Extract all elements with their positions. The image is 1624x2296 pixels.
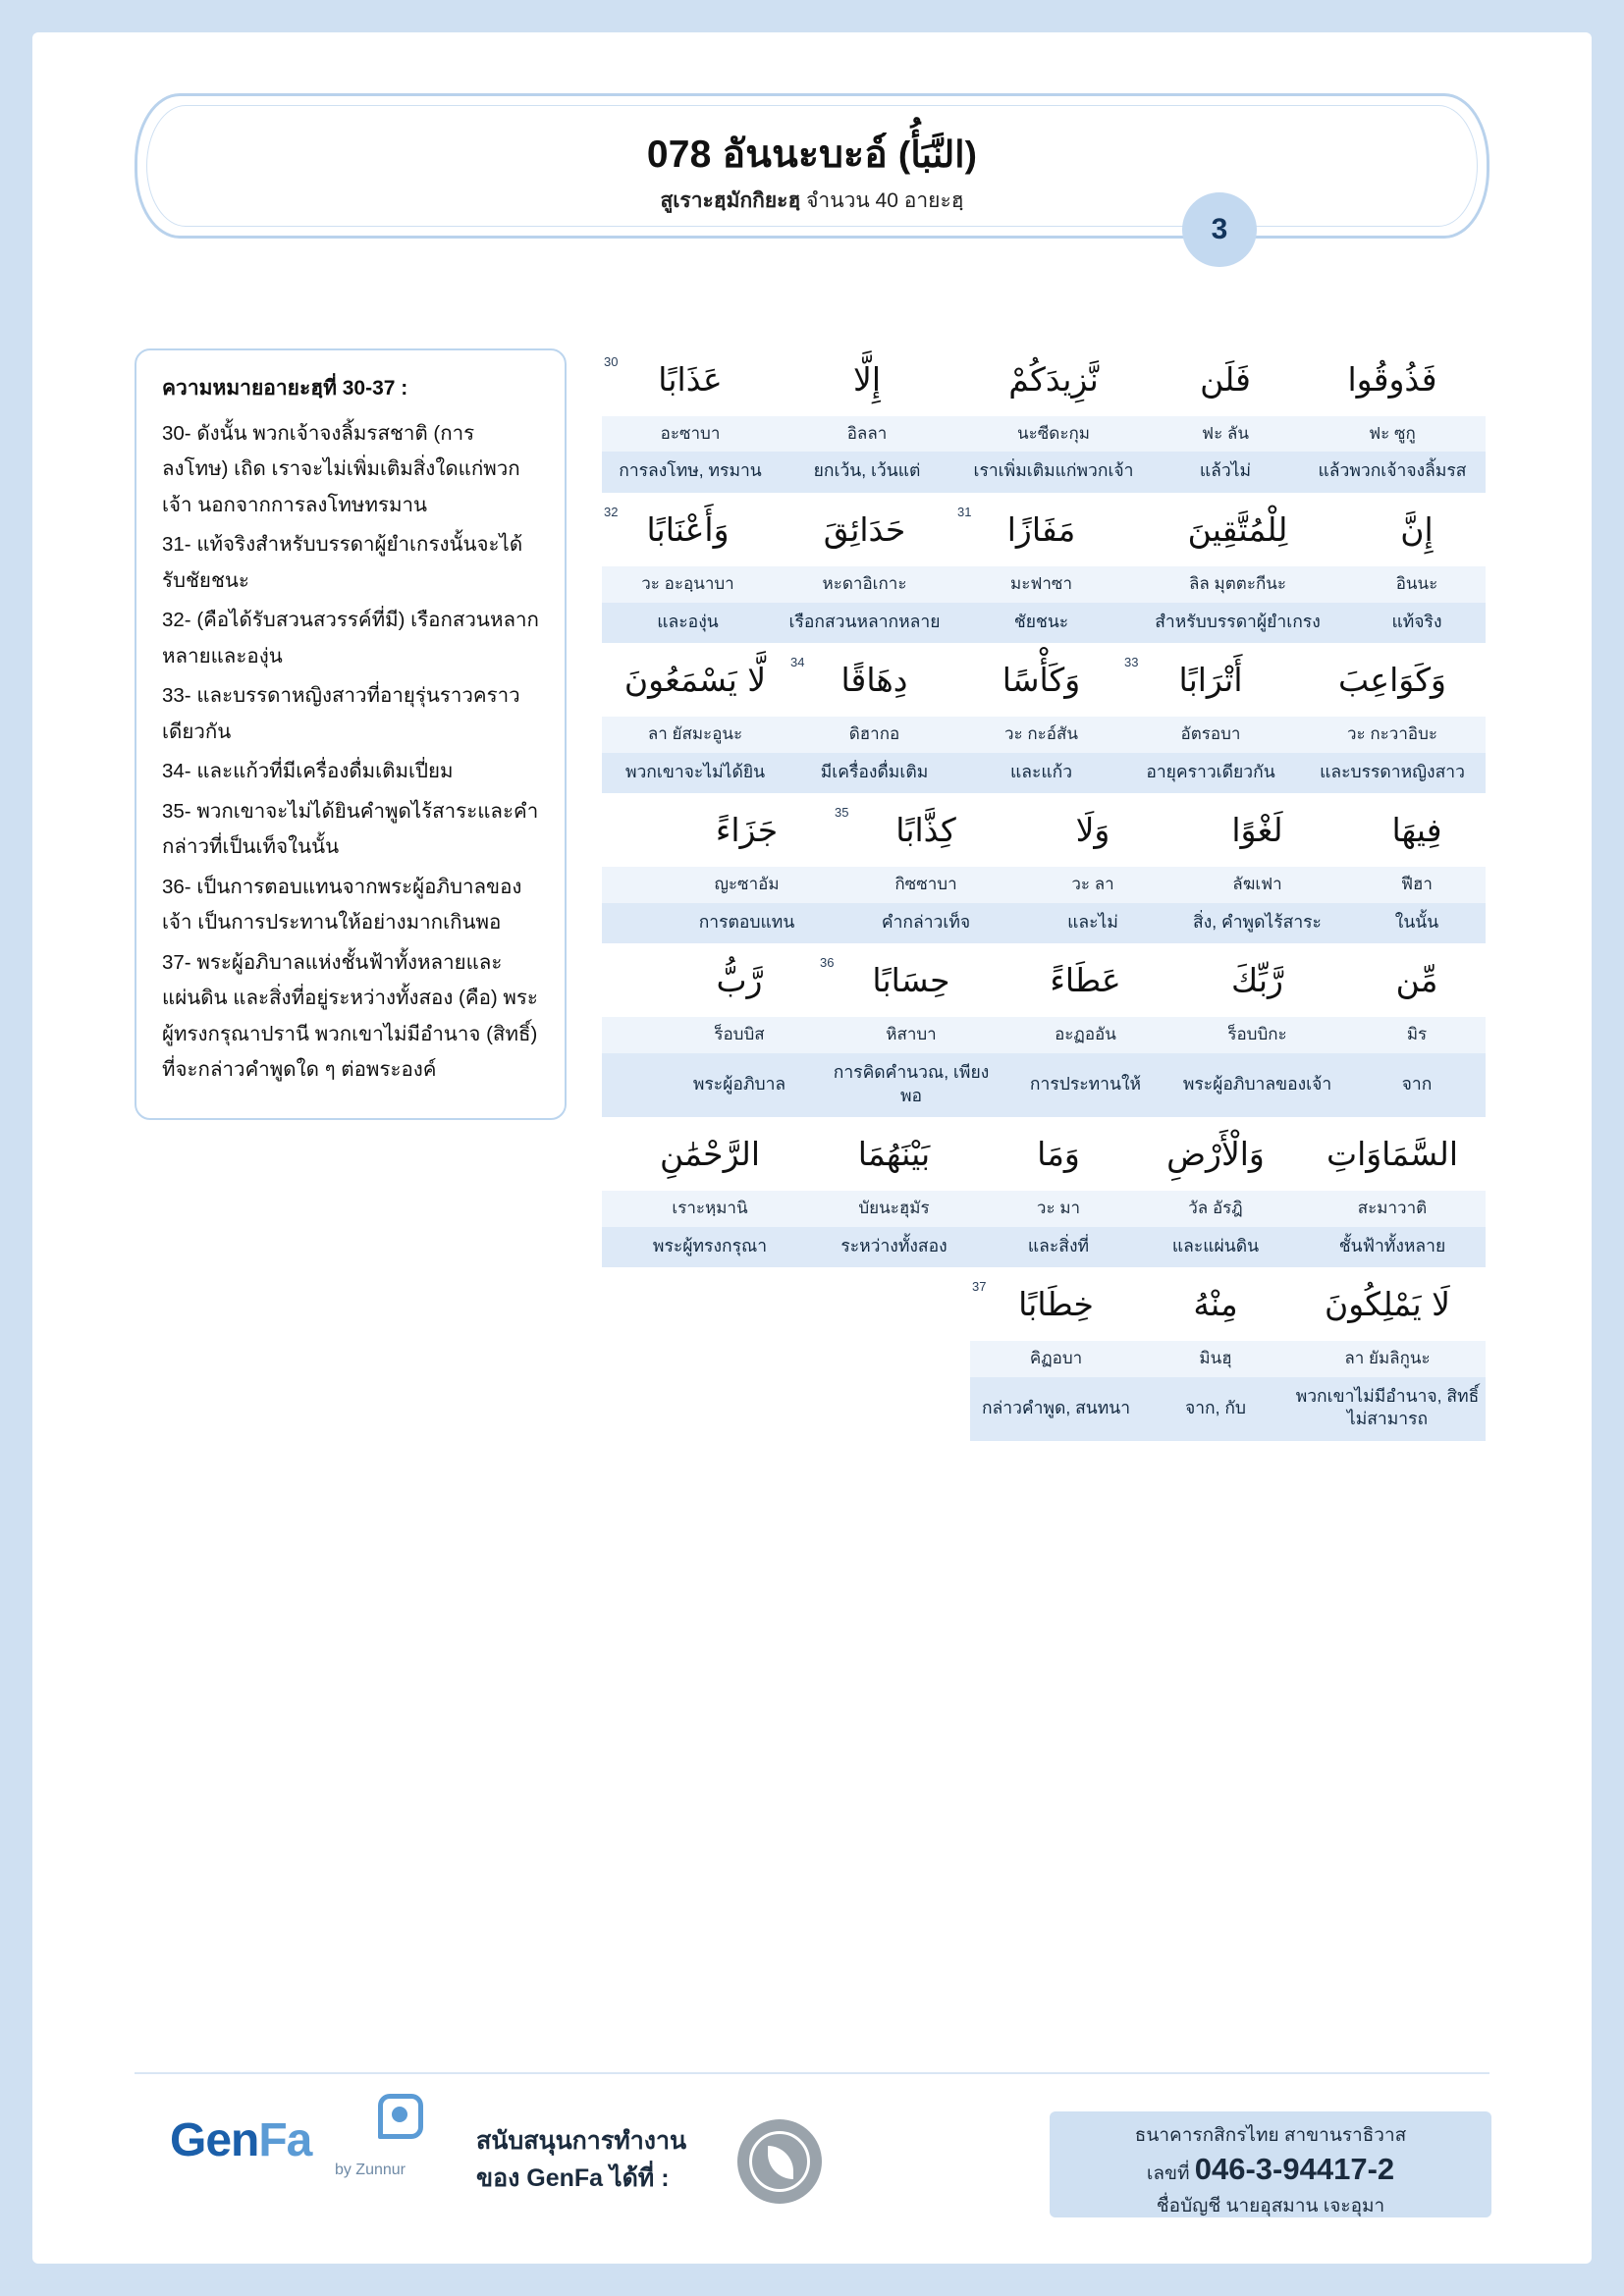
arabic-word: نَّزِيدَكُمْ (1008, 360, 1099, 399)
arabic-word-cell (1289, 1273, 1486, 1341)
arabic-word: حَدَائِقَ (823, 510, 906, 550)
arabic-word: وَمَا (1037, 1135, 1080, 1174)
verse-row (602, 649, 1486, 793)
support-line-1: สนับสนุนการทำงาน (476, 2127, 687, 2155)
transliteration-line (602, 566, 1486, 603)
transliteration-text: สะมาวาติ (1357, 1198, 1428, 1217)
arabic-word-cell (1142, 1273, 1289, 1341)
arabic-word: وَأَعْنَابًا (646, 510, 730, 550)
document-page (32, 32, 1592, 2264)
arabic-word-cell (602, 348, 779, 416)
arabic-word: خِطَابًا (1018, 1285, 1094, 1324)
arabic-word-cell (1299, 348, 1486, 416)
arabic-word-cell (1166, 799, 1348, 867)
meaning-panel-title: ความหมายอายะฮฺที่ 30-37 : (162, 377, 408, 400)
bank-account-label: เลขที่ (1146, 2163, 1190, 2184)
thai-meaning-line (602, 753, 1486, 794)
arabic-line (602, 499, 1486, 566)
arabic-word: وَكَوَاعِبَ (1338, 661, 1446, 700)
arabic-word-cell (960, 649, 1122, 717)
thai-meaning-text: และแผ่นดิน (1171, 1235, 1260, 1255)
arabic-word-cell (602, 499, 774, 566)
transliteration-text: วะ กะอ์สัน (1003, 723, 1079, 743)
transliteration-text: อิลลา (846, 423, 888, 443)
arabic-word-cell (788, 649, 960, 717)
arabic-word-cell (1348, 799, 1486, 867)
genfa-logo (170, 2113, 406, 2179)
arabic-word-cell (1004, 949, 1166, 1017)
meaning-paragraph: 30- ดังนั้น พวกเจ้าจงลิ้มรสชาติ (การลงโทษ) เถิด เราจะไม่เพิ่มเติมสิ่งใดแก่พวกเจ้า นอกจากการลงโทษทรมาน (162, 422, 520, 516)
surah-subtitle (137, 185, 1487, 217)
meaning-paragraph: 36- เป็นการตอบแทนจากพระผู้อภิบาลของเจ้า เป็นการประทานให้อย่างมากเกินพอ (162, 875, 522, 934)
arabic-word-cell (779, 348, 955, 416)
surah-title-arabic: (النَّبَأُ) (897, 134, 978, 175)
seal-inner-ring (749, 2131, 810, 2192)
arabic-word: دِهَاقًا (840, 661, 908, 700)
transliteration-text: มะฟาซา (1009, 573, 1072, 593)
verse-row (602, 499, 1486, 643)
ayah-number: 36 (820, 955, 835, 971)
meaning-paragraph: 35- พวกเขาจะไม่ได้ยินคำพูดไร้สาระและคำกล่าวที่เป็นเท็จในนั้น (162, 799, 539, 859)
transliteration-text: วะ อะอฺนาบา (641, 573, 734, 593)
thai-meaning-text: สิ่ง, คำพูดไร้สาระ (1193, 911, 1322, 932)
arabic-word-cell (985, 1123, 1132, 1191)
arabic-word-cell (1132, 1123, 1299, 1191)
arabic-word: لَغْوًا (1231, 811, 1283, 850)
transliteration-text: กิซซาบา (894, 874, 957, 893)
arabic-word: فَذُوقُوا (1347, 360, 1437, 399)
transliteration-line (602, 717, 1486, 753)
bank-account-owner: ชื่อบัญชี นายอุสมาน เจะอุมา (1156, 2196, 1385, 2216)
page-title (137, 124, 1487, 185)
bank-name: ธนาคารกสิกรไทย สาขานราธิวาส (1134, 2125, 1407, 2146)
ayah-number: 34 (790, 655, 805, 670)
transliteration-text: อะซาบา (660, 423, 721, 443)
thai-meaning-text: พวกเขาไม่มีอำนาจ, สิทธิ์ ไม่สามารถ (1295, 1385, 1480, 1429)
organization-seal-icon (737, 2119, 822, 2204)
meaning-paragraph: 32- (คือได้รับสวนสวรรค์ที่มี) เรือกสวนหลากหลายและองุ่น (162, 609, 539, 667)
transliteration-text: บัยนะฮุมัร (858, 1198, 930, 1217)
arabic-word-cell (1019, 799, 1166, 867)
transliteration-text: ร็อบบิกะ (1227, 1024, 1287, 1043)
arabic-word: رَّبِّكَ (1231, 961, 1283, 1000)
thai-meaning-text: ชัยชนะ (1013, 611, 1069, 631)
arabic-word: فِيهَا (1391, 811, 1442, 850)
bank-details (1050, 2111, 1491, 2217)
arabic-word-cell (661, 949, 818, 1017)
transliteration-text: อัตรอบา (1180, 723, 1241, 743)
thai-meaning-text: พระผู้ทรงกรุณา (652, 1235, 768, 1255)
thai-meaning-line (970, 1377, 1486, 1441)
arabic-word: بَيْنَهُمَا (857, 1135, 931, 1174)
meaning-paragraph: 31- แท้จริงสำหรับบรรดาผู้ยำเกรงนั้นจะได้รับชัยชนะ (162, 533, 523, 592)
thai-meaning-text: การลงโทษ, ทรมาน (619, 460, 762, 481)
transliteration-text: วะ มา (1036, 1198, 1081, 1217)
transliteration-text: หะดาอิเกาะ (822, 573, 907, 593)
arabic-line (602, 1123, 1486, 1191)
arabic-word: رَّبُّ (716, 961, 763, 1000)
thai-meaning-text: แล้วพวกเจ้าจงลิ้มรส (1318, 460, 1467, 481)
thai-meaning-text: พระผู้อภิบาล (692, 1073, 786, 1094)
arabic-word-cell (955, 499, 1127, 566)
thai-meaning-text: แล้วไม่ (1199, 460, 1252, 481)
transliteration-line (602, 416, 1486, 453)
arabic-word-cell (661, 799, 833, 867)
thai-meaning-text: พระผู้อภิบาลของเจ้า (1182, 1073, 1332, 1094)
thai-meaning-text: มีเครื่องดื่มเติม (820, 761, 929, 781)
meaning-panel-body (162, 416, 539, 1089)
transliteration-text: อินนะ (1395, 573, 1438, 593)
arabic-word-cell (970, 1273, 1142, 1341)
ayah-number: 30 (604, 354, 619, 369)
arabic-word-cell (602, 649, 788, 717)
thai-meaning-text: แท้จริง (1391, 611, 1442, 631)
thai-meaning-line (602, 903, 1486, 944)
page-number-badge: 3 (1182, 192, 1257, 267)
thai-meaning-text: และไม่ (1067, 911, 1118, 932)
leaf-icon (768, 2146, 793, 2179)
arabic-word: مِّن (1395, 961, 1438, 1000)
arabic-line (602, 348, 1486, 416)
thai-meaning-text: คำกล่าวเท็จ (881, 911, 971, 932)
ayah-number: 32 (604, 505, 619, 520)
thai-meaning-text: เราเพิ่มเติมแก่พวกเจ้า (973, 460, 1134, 481)
thai-meaning-text: ในนั้น (1394, 911, 1439, 932)
verse-row (602, 949, 1486, 1117)
arabic-word-cell (1348, 949, 1486, 1017)
arabic-word-cell (1348, 499, 1486, 566)
arabic-word: جَزَاءً (715, 811, 779, 850)
thai-meaning-text: อายุคราวเดียวกัน (1146, 761, 1275, 781)
thai-meaning-line (602, 1053, 1486, 1117)
transliteration-text: ฟะ ลัน (1202, 423, 1249, 443)
arabic-word: إِنَّ (1400, 510, 1434, 550)
thai-meaning-text: พวกเขาจะไม่ได้ยิน (624, 761, 766, 781)
logo-gen-text: Gen (170, 2114, 259, 2166)
arabic-word: مِنْهُ (1193, 1285, 1238, 1324)
arabic-word: فَلَن (1200, 360, 1251, 399)
thai-meaning-text: การตอบแทน (698, 911, 795, 932)
arabic-word: وَالْأَرْضِ (1166, 1135, 1265, 1174)
transliteration-text: เราะหฺมานิ (672, 1198, 748, 1217)
arabic-word-cell (1166, 949, 1348, 1017)
thai-meaning-text: สำหรับบรรดาผู้ยำเกรง (1155, 611, 1321, 631)
verse-table (602, 348, 1486, 1447)
transliteration-text: ลา ยัสมะอูนะ (647, 723, 743, 743)
verse-row (970, 1273, 1486, 1441)
transliteration-text: วะ ลา (1071, 874, 1114, 893)
surah-type-label: สูเราะฮฺมักกิยะฮฺ (660, 189, 801, 212)
footer-divider (135, 2072, 1489, 2074)
arabic-word: لَا يَمْلِكُونَ (1324, 1285, 1450, 1324)
ayah-number: 37 (972, 1279, 987, 1295)
arabic-word: أَتْرَابًا (1178, 661, 1243, 700)
thai-meaning-line (602, 603, 1486, 644)
arabic-word-cell (818, 949, 1004, 1017)
thai-meaning-text: การคิดคำนวณ, เพียงพอ (833, 1061, 990, 1105)
ayah-number: 33 (1124, 655, 1139, 670)
arabic-word-cell (1152, 348, 1299, 416)
logo-wordmark (170, 2113, 406, 2167)
arabic-line (602, 799, 1486, 867)
transliteration-text: นะซีดะกุม (1017, 423, 1090, 443)
thai-meaning-text: และบรรดาหญิงสาว (1320, 761, 1465, 781)
transliteration-line (602, 1191, 1486, 1227)
logo-fa-text: Fa (258, 2114, 312, 2166)
arabic-line (602, 949, 1486, 1017)
arabic-word: لِلْمُتَّقِينَ (1187, 510, 1288, 550)
thai-meaning-text: และแก้ว (1009, 761, 1073, 781)
transliteration-text: มินฮุ (1199, 1348, 1232, 1367)
ayah-number: 35 (835, 805, 849, 821)
arabic-word: الرَّحْمَٰنِ (659, 1135, 761, 1174)
arabic-line (602, 649, 1486, 717)
meaning-paragraph: 37- พระผู้อภิบาลแห่งชั้นฟ้าทั้งหลายและแผ่นดิน และสิ่งที่อยู่ระหว่างทั้งสอง (คือ) พระผู้ทรงกรุณาปรานี พวกเขาไม่มีอำนาจ (สิทธิ์) ที่จะกล่าวคำพูดใด ๆ ต่อพระองค์ (162, 950, 538, 1082)
thai-meaning-line (602, 1227, 1486, 1268)
transliteration-text: ฟะ ซูกู (1369, 423, 1416, 443)
arabic-word: وَكَأْسًا (1001, 661, 1081, 700)
arabic-word: عَذَابًا (658, 360, 723, 399)
support-message (476, 2123, 686, 2197)
bank-account-line (1050, 2152, 1491, 2188)
transliteration-text: วัล อัรฎิ (1188, 1198, 1243, 1217)
transliteration-text: ฟีฮา (1401, 874, 1433, 893)
transliteration-text: ญะซาอัม (714, 874, 780, 893)
verse-row (602, 799, 1486, 943)
transliteration-text: ลา ยัมลิกูนะ (1344, 1348, 1431, 1367)
arabic-word: عَطَاءً (1050, 961, 1121, 1000)
transliteration-text: ดิฮากอ (848, 723, 900, 743)
thai-meaning-text: ชั้นฟ้าทั้งหลาย (1338, 1235, 1446, 1255)
arabic-line (970, 1273, 1486, 1341)
arabic-word: وَلَا (1075, 811, 1110, 850)
thai-meaning-text: ยกเว้น, เว้นแต่ (813, 460, 921, 481)
transliteration-text: ลิล มุตตะกีนะ (1188, 573, 1287, 593)
transliteration-text: มิร (1406, 1024, 1428, 1043)
surah-title-thai: 078 อันนะบะอ์ (646, 133, 888, 176)
thai-meaning-text: จาก (1401, 1073, 1433, 1094)
arabic-word-cell (617, 1123, 803, 1191)
thai-meaning-text: และองุ่น (657, 611, 719, 631)
arabic-word: لَّا يَسْمَعُونَ (623, 661, 767, 700)
logo-mark-icon (378, 2094, 423, 2139)
transliteration-text: ลัฆเฟา (1232, 874, 1282, 893)
arabic-word-cell (955, 348, 1152, 416)
arabic-word: إِلَّا (853, 360, 881, 399)
arabic-word-cell (1122, 649, 1299, 717)
arabic-word-cell (1299, 1123, 1486, 1191)
ayah-number: 31 (957, 505, 972, 520)
surah-ayah-count: จำนวน 40 อายะฮฺ (806, 189, 964, 212)
header-frame (135, 93, 1489, 245)
transliteration-text: วะ กะวาอิบะ (1346, 723, 1438, 743)
thai-meaning-text: จาก, กับ (1184, 1397, 1247, 1417)
transliteration-line (602, 867, 1486, 903)
thai-meaning-line (602, 452, 1486, 493)
transliteration-line (602, 1017, 1486, 1053)
thai-meaning-text: การประทานให้ (1029, 1073, 1142, 1094)
arabic-word-cell (803, 1123, 985, 1191)
verse-row (602, 1123, 1486, 1267)
support-line-2: ของ GenFa ได้ที่ : (476, 2163, 670, 2192)
transliteration-line (970, 1341, 1486, 1377)
thai-meaning-text: ระหว่างทั้งสอง (840, 1235, 947, 1255)
bank-account-number: 046-3-94417-2 (1194, 2152, 1395, 2186)
transliteration-text: อะฏออัน (1055, 1024, 1116, 1043)
transliteration-text: ร็อบบิส (714, 1024, 765, 1043)
transliteration-text: คิฏอบา (1029, 1348, 1083, 1367)
arabic-word-cell (1127, 499, 1348, 566)
thai-meaning-text: และสิ่งที่ (1027, 1235, 1090, 1255)
meaning-paragraph: 33- และบรรดาหญิงสาวที่อายุรุ่นราวคราวเดียวกัน (162, 684, 520, 743)
arabic-word-cell (1299, 649, 1486, 717)
thai-meaning-text: กล่าวคำพูด, สนทนา (981, 1397, 1131, 1417)
arabic-word: مَفَازًا (1006, 510, 1076, 550)
arabic-word: كِذَّابًا (895, 811, 956, 850)
meaning-panel (135, 348, 567, 1120)
transliteration-text: หิสาบา (886, 1024, 937, 1043)
arabic-word-cell (833, 799, 1019, 867)
arabic-word-cell (774, 499, 955, 566)
thai-meaning-text: เรือกสวนหลากหลาย (788, 611, 941, 631)
arabic-word: السَّمَاوَاتِ (1326, 1135, 1458, 1174)
meaning-paragraph: 34- และแก้วที่มีเครื่องดื่มเติมเปี่ยม (162, 760, 454, 783)
arabic-word: حِسَابًا (872, 961, 950, 1000)
logo-subtext: by Zunnur (334, 2162, 406, 2178)
verse-row (602, 348, 1486, 493)
